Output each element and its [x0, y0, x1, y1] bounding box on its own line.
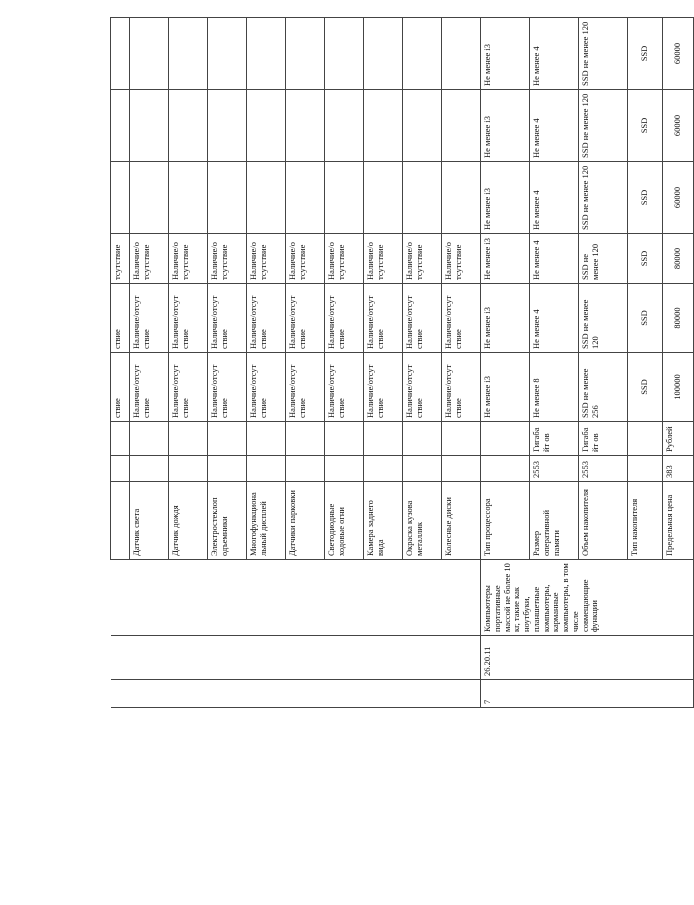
cell-value: Не менее i3: [481, 353, 530, 422]
cell-value: Наличие/отсут ствие: [403, 284, 442, 353]
cell-empty: [403, 636, 442, 680]
cell-value: Наличие/отсут ствие: [442, 284, 481, 353]
cell-empty: [403, 560, 442, 636]
cell-empty: [169, 162, 208, 234]
spec-name: Предельная цена: [663, 482, 694, 560]
cell-empty: [325, 162, 364, 234]
cell-value: ствие: [111, 353, 130, 422]
cell-empty: [130, 90, 169, 162]
cell-value: SSD не менее 120: [579, 284, 628, 353]
cell-value: Наличие/о тсутствие: [169, 234, 208, 284]
cell-empty: [286, 636, 325, 680]
cell-empty: [247, 456, 286, 482]
cell-empty: [286, 560, 325, 636]
cell-empty: [111, 18, 130, 90]
table-row-continuation: [111, 18, 130, 708]
cell-value: 60000: [663, 90, 694, 162]
cell-empty: [286, 90, 325, 162]
cell-value: Наличие/отсут ствие: [364, 284, 403, 353]
cell-value: тсутствие: [111, 234, 130, 284]
feature-name: Датчики парковки: [286, 482, 325, 560]
cell-empty: [325, 18, 364, 90]
cell-empty: [111, 422, 130, 456]
cell-empty: [442, 90, 481, 162]
cell-empty: [169, 680, 208, 708]
cell-value: 100000: [663, 353, 694, 422]
cell-empty: [286, 680, 325, 708]
feature-name: Электростеклоп одъемники: [208, 482, 247, 560]
cell-value: Наличие/отсут ствие: [130, 353, 169, 422]
cell-empty: [286, 162, 325, 234]
cell-empty: [208, 422, 247, 456]
spec-okei: 383: [663, 456, 694, 482]
cell-empty: [442, 18, 481, 90]
cell-empty: [364, 560, 403, 636]
cell-value: Наличие/отсут ствие: [403, 353, 442, 422]
spec-okei: [481, 456, 530, 482]
cell-empty: [247, 560, 286, 636]
spec-name: Тип накопителя: [628, 482, 663, 560]
cell-empty: [403, 422, 442, 456]
spec-unit: [628, 422, 663, 456]
cell-empty: [208, 636, 247, 680]
cell-empty: [364, 90, 403, 162]
cell-value: ствие: [111, 284, 130, 353]
cell-empty: [169, 560, 208, 636]
cell-value: Не менее 8: [530, 353, 579, 422]
cell-value: 80000: [663, 234, 694, 284]
spec-okei: 2553: [579, 456, 628, 482]
cell-empty: [111, 90, 130, 162]
cell-value: Наличие/о тсутствие: [286, 234, 325, 284]
cell-value: Не менее 4: [530, 90, 579, 162]
feature-name: Многофункциона льный дисплей: [247, 482, 286, 560]
item-number: 7: [481, 680, 694, 708]
cell-value: Наличие/отсут ствие: [364, 353, 403, 422]
table-row: [286, 18, 325, 708]
cell-value: Наличие/о тсутствие: [247, 234, 286, 284]
spec-okei: [628, 456, 663, 482]
cell-value: Не менее 4: [530, 284, 579, 353]
cell-empty: [111, 560, 130, 636]
cell-value: 60000: [663, 162, 694, 234]
cell-empty: [442, 456, 481, 482]
cell-empty: [130, 560, 169, 636]
cell-value: Наличие/отсут ствие: [130, 284, 169, 353]
table-row: [442, 18, 481, 708]
cell-empty: [325, 560, 364, 636]
cell-value: SSD: [628, 234, 663, 284]
cell-value: Не менее i3: [481, 162, 530, 234]
cell-value: Наличие/о тсутствие: [208, 234, 247, 284]
cell-empty: [364, 422, 403, 456]
cell-empty: [364, 456, 403, 482]
feature-name: Камера заднего вида: [364, 482, 403, 560]
cell-empty: [130, 680, 169, 708]
feature-name: Колесные диски: [442, 482, 481, 560]
cell-empty: [169, 636, 208, 680]
cell-value: SSD: [628, 18, 663, 90]
cell-value: Наличие/о тсутствие: [364, 234, 403, 284]
cell-value: 80000: [663, 284, 694, 353]
cell-value: SSD: [628, 353, 663, 422]
cell-empty: [364, 18, 403, 90]
table-row: [130, 18, 169, 708]
item-code: 26.20.11: [481, 636, 694, 680]
spec-unit: Гигабайт ов: [530, 422, 579, 456]
cell-value: SSD не менее 120: [579, 162, 628, 234]
cell-value: Наличие/о тсутствие: [325, 234, 364, 284]
cell-empty: [111, 482, 130, 560]
cell-empty: [130, 636, 169, 680]
cell-empty: [442, 162, 481, 234]
cell-empty: [169, 422, 208, 456]
cell-empty: [247, 680, 286, 708]
spec-unit: Рублей: [663, 422, 694, 456]
cell-value: Не менее i3: [481, 234, 530, 284]
cell-value: 60000: [663, 18, 694, 90]
cell-value: SSD: [628, 284, 663, 353]
item-description: Компьютеры портативные массой не более 10 кг, такие как ноутбуки, планшетные компьютеры, карманные компьютеры, в том числе совмещающие функции: [481, 560, 694, 636]
table-row: [208, 18, 247, 708]
cell-empty: [364, 162, 403, 234]
cell-value: Наличие/отсут ствие: [325, 353, 364, 422]
cell-value: SSD: [628, 90, 663, 162]
cell-empty: [286, 18, 325, 90]
cell-value: Наличие/отсут ствие: [247, 353, 286, 422]
cell-value: Наличие/отсут ствие: [208, 353, 247, 422]
cell-value: Не менее 4: [530, 18, 579, 90]
cell-value: Не менее i3: [481, 90, 530, 162]
spec-unit: [481, 422, 530, 456]
cell-value: Наличие/отсут ствие: [325, 284, 364, 353]
cell-value: SSD не менее 120: [579, 18, 628, 90]
cell-value: Наличие/отсут ствие: [247, 284, 286, 353]
cell-value: Не менее 4: [530, 162, 579, 234]
cell-value: Наличие/о тсутствие: [130, 234, 169, 284]
cell-empty: [111, 680, 130, 708]
cell-value: Наличие/отсут ствие: [169, 284, 208, 353]
cell-empty: [364, 636, 403, 680]
cell-empty: [208, 560, 247, 636]
cell-value: Не менее 4: [530, 234, 579, 284]
cell-empty: [169, 456, 208, 482]
cell-value: SSD не менее 120: [579, 234, 628, 284]
cell-value: SSD не менее 120: [579, 90, 628, 162]
cell-value: Не менее i3: [481, 18, 530, 90]
cell-empty: [286, 422, 325, 456]
cell-empty: [111, 162, 130, 234]
cell-empty: [442, 636, 481, 680]
cell-empty: [325, 636, 364, 680]
cell-empty: [247, 162, 286, 234]
cell-empty: [442, 422, 481, 456]
cell-empty: [403, 18, 442, 90]
cell-value: Наличие/отсут ствие: [442, 353, 481, 422]
table-row: [325, 18, 364, 708]
cell-value: Наличие/отсут ствие: [169, 353, 208, 422]
cell-value: Наличие/о тсутствие: [403, 234, 442, 284]
cell-empty: [111, 636, 130, 680]
cell-empty: [286, 456, 325, 482]
cell-value: Наличие/о тсутствие: [442, 234, 481, 284]
cell-value: Наличие/отсут ствие: [286, 353, 325, 422]
cell-empty: [403, 456, 442, 482]
cell-value: Наличие/отсут ствие: [208, 284, 247, 353]
cell-empty: [442, 560, 481, 636]
cell-empty: [403, 680, 442, 708]
cell-empty: [130, 422, 169, 456]
spec-name: Тип процессора: [481, 482, 530, 560]
cell-empty: [208, 18, 247, 90]
table-row: [403, 18, 442, 708]
cell-empty: [130, 456, 169, 482]
table-row: [481, 18, 530, 708]
cell-empty: [325, 680, 364, 708]
cell-empty: [169, 18, 208, 90]
feature-name: Окраска кузова металлик: [403, 482, 442, 560]
cell-empty: [247, 422, 286, 456]
table-row: [247, 18, 286, 708]
cell-empty: [247, 636, 286, 680]
spec-okei: 2553: [530, 456, 579, 482]
cell-empty: [208, 90, 247, 162]
cell-empty: [111, 456, 130, 482]
characteristics-table: [110, 17, 694, 708]
spec-name: Размер оперативной памяти: [530, 482, 579, 560]
cell-empty: [208, 680, 247, 708]
cell-value: Наличие/отсут ствие: [286, 284, 325, 353]
cell-empty: [130, 162, 169, 234]
cell-value: SSD не менее 256: [579, 353, 628, 422]
cell-empty: [403, 90, 442, 162]
cell-empty: [130, 18, 169, 90]
rotated-page: [110, 18, 683, 708]
cell-empty: [364, 680, 403, 708]
feature-name: Светодиодные ходовые огни: [325, 482, 364, 560]
cell-empty: [208, 456, 247, 482]
cell-empty: [403, 162, 442, 234]
cell-empty: [247, 18, 286, 90]
table-row: [169, 18, 208, 708]
spec-unit: Гигабайт ов: [579, 422, 628, 456]
cell-empty: [247, 90, 286, 162]
rotated-table-container: [110, 18, 683, 708]
cell-empty: [169, 90, 208, 162]
cell-empty: [442, 680, 481, 708]
cell-empty: [325, 456, 364, 482]
cell-value: SSD: [628, 162, 663, 234]
table-row: [364, 18, 403, 708]
cell-empty: [208, 162, 247, 234]
cell-empty: [325, 422, 364, 456]
cell-value: Не менее i3: [481, 284, 530, 353]
cell-empty: [325, 90, 364, 162]
feature-name: Датчик света: [130, 482, 169, 560]
feature-name: Датчик дождя: [169, 482, 208, 560]
spec-name: Объем накопителя: [579, 482, 628, 560]
